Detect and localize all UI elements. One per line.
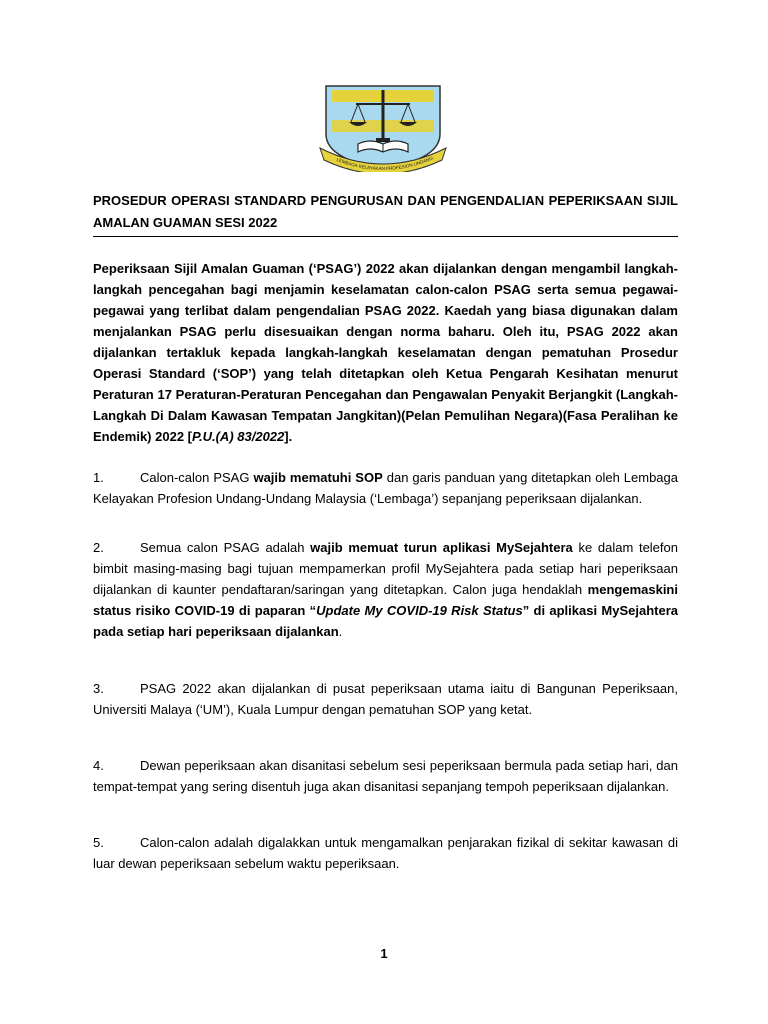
page-number: 1 <box>380 946 388 961</box>
paragraph-text: . <box>338 624 343 639</box>
paragraph-emphasis-italic: Update My COVID-19 Risk Status <box>316 603 523 618</box>
paragraph-5 <box>93 832 678 874</box>
intro-text-end: ]. <box>284 429 293 444</box>
paragraph-1 <box>93 467 678 509</box>
intro-text: Peperiksaan Sijil Amalan Guaman (‘PSAG’) 2022 akan dijalankan dengan mengambil langkah-langkah pencegahan bagi menjamin keselamatan calon-calon PSAG serta semua pegawai-pegawai yang terlibat dalam pengendalian PSAG 2022. Kaedah yang biasa digunakan dalam menjalankan PSAG perlu disesuaikan dengan norma baharu. Oleh itu, PSAG 2022 akan dijalankan tertakluk kepada langkah-langkah keselamatan dengan pematuhan Prosedur Operasi Standard (‘SOP’) yang telah ditetapkan oleh Ketua Pengarah Kesihatan menurut Peraturan 17 Peraturan-Peraturan Pencegahan dan Pengawalan Penyakit Berjangkit (Langkah-Langkah Di Dalam Kawasan Tempatan Jangkitan)(Pelan Pemulihan Negara)(Fasa Peralihan ke Endemik) 2022 [ <box>93 261 678 444</box>
paragraph-emphasis: wajib mematuhi SOP <box>253 470 383 485</box>
paragraph-text: Dewan peperiksaan akan disanitasi sebelum sesi peperiksaan bermula pada setiap hari, dan tempat-tempat yang sering disentuh juga akan disanitasi sepanjang tempoh peperiksaan dijalankan. <box>93 758 678 794</box>
ribbon-text: LEMBAGA KELAYAKAN PROFESION UNDANG- <box>335 155 435 172</box>
legal-crest-scales-book-icon <box>318 82 448 172</box>
paragraph-4 <box>93 755 678 797</box>
paragraph-number: 5. <box>93 835 104 850</box>
paragraph-text: Calon-calon PSAG <box>140 470 254 485</box>
paragraph-number: 3. <box>93 681 104 696</box>
paragraph-text: dan garis panduan yang ditetapkan oleh Lembaga Kelayakan Profesion Undang-Undang Malaysia (‘Lembaga’) sepanjang peperiksaan dijalankan. <box>93 470 678 506</box>
paragraph-3 <box>93 678 678 720</box>
paragraph-text: ke dalam telefon bimbit masing-masing bagi tujuan mempamerkan profil MySejahtera pada setiap hari peperiksaan dijalankan di kaunter pendaftaran/saringan yang ditetapkan. Calon juga hendaklah <box>93 540 678 597</box>
paragraph-number: 1. <box>93 470 104 485</box>
paragraph-emphasis: ” di aplikasi MySejahtera pada setiap hari peperiksaan dijalankan <box>93 603 678 639</box>
paragraph-number: 4. <box>93 758 104 773</box>
paragraph-2 <box>93 537 678 642</box>
paragraph-text: Calon-calon adalah digalakkan untuk mengamalkan penjarakan fizikal di sekitar kawasan di luar dewan peperiksaan sebelum waktu peperiksaan. <box>93 835 678 871</box>
title-divider <box>93 236 678 237</box>
intro-citation: P.U.(A) 83/2022 <box>192 429 285 444</box>
paragraph-emphasis: wajib memuat turun aplikasi MySejahtera <box>310 540 573 555</box>
paragraph-text: Semua calon PSAG adalah <box>140 540 311 555</box>
paragraph-emphasis: mengemaskini status risiko COVID-19 di paparan “ <box>93 582 678 618</box>
document-title: PROSEDUR OPERASI STANDARD PENGURUSAN DAN PENGENDALIAN PEPERIKSAAN SIJIL AMALAN GUAMAN SESI 2022 <box>93 193 678 230</box>
paragraph-number: 2. <box>93 540 104 555</box>
intro-paragraph <box>93 258 678 447</box>
paragraph-text: PSAG 2022 akan dijalankan di pusat peperiksaan utama iaitu di Bangunan Peperiksaan, Universiti Malaya (‘UM’), Kuala Lumpur dengan pematuhan SOP yang ketat. <box>93 681 678 717</box>
